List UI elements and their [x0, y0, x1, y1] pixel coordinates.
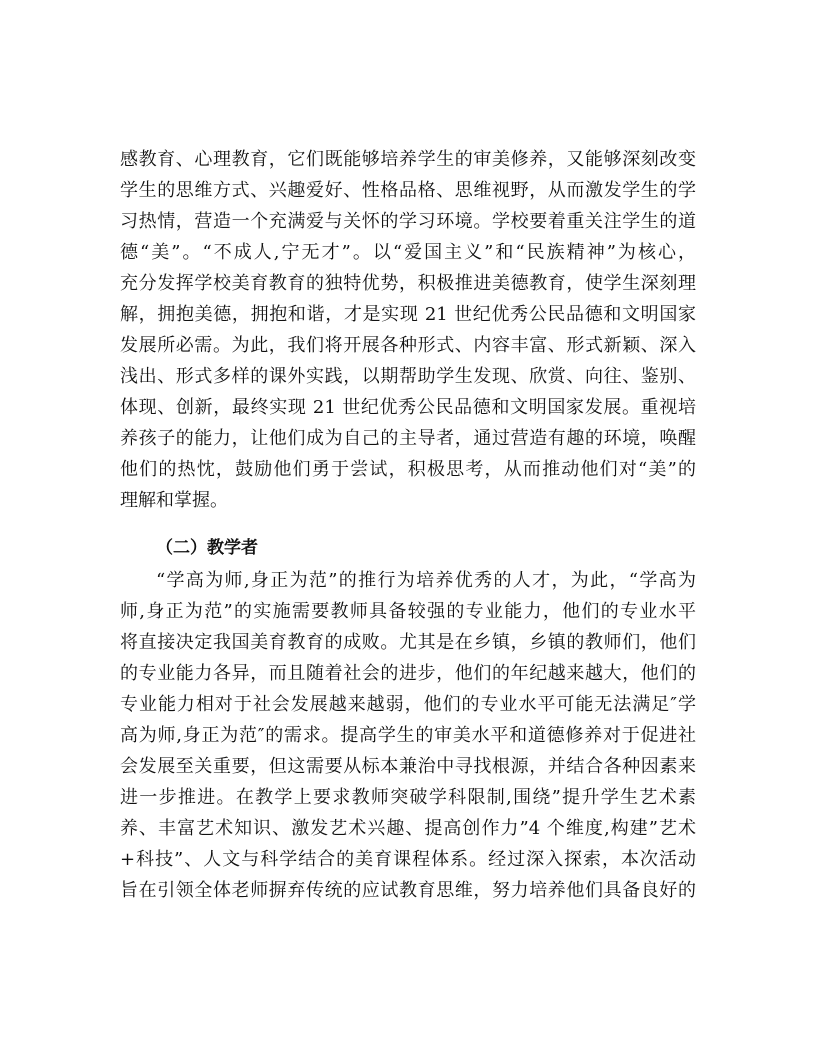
- text-line: 养、丰富艺术知识、激发艺术兴趣、提高创作力”4 个维度,构建”艺术: [120, 818, 696, 839]
- paragraph-teachers: [120, 565, 696, 906]
- text-line: “学高为师,身正为范”的推行为培养优秀的人才，为此，“学高为: [156, 570, 696, 591]
- text-line: 学生的思维方式、兴趣爱好、性格品格、思维视野，从而激发学生的学: [120, 180, 696, 201]
- text-line: 充分发挥学校美育教育的独特优势，积极推进美德教育，使学生深刻理: [120, 273, 696, 294]
- text-line: 他们的热忱，鼓励他们勇于尝试，积极思考，从而推动他们对“美”的: [120, 459, 696, 480]
- paragraph-aesthetic-education: [120, 144, 696, 516]
- text-line: 德“美”。“不成人,宁无才”。以“爱国主义”和“民族精神”为核心，: [120, 242, 696, 263]
- text-line: 浅出、形式多样的课外实践，以期帮助学生发现、欣赏、向往、鉴别、: [120, 366, 696, 387]
- text-line: 养孩子的能力，让他们成为自己的主导者，通过营造有趣的环境，唤醒: [120, 428, 696, 449]
- text-line: 习热情，营造一个充满爱与关怀的学习环境。学校要着重关注学生的道: [120, 211, 696, 232]
- text-line: 专业能力相对于社会发展越来越弱，他们的专业水平可能无法满足″学: [120, 694, 696, 715]
- text-line: 旨在引领全体老师摒弃传统的应试教育思维，努力培养他们具备良好的: [120, 880, 696, 901]
- section-heading: （二）教学者: [156, 538, 258, 558]
- text-line: 发展所必需。为此，我们将开展各种形式、内容丰富、形式新颖、深入: [120, 335, 696, 356]
- text-line: 会发展至关重要，但这需要从标本兼治中寻找根源，并结合各种因素来: [120, 756, 696, 777]
- text-line: 师,身正为范”的实施需要教师具备较强的专业能力，他们的专业水平: [120, 601, 696, 622]
- text-line: 的专业能力各异，而且随着社会的进步，他们的年纪越来越大，他们的: [120, 663, 696, 684]
- text-line: 解，拥抱美德，拥抱和谐，才是实现 21 世纪优秀公民品德和文明国家: [120, 304, 696, 325]
- text-line: 进一步推进。在教学上要求教师突破学科限制,围绕”提升学生艺术素: [120, 787, 696, 808]
- text-line: +科技”、人文与科学结合的美育课程体系。经过深入探索，本次活动: [120, 849, 696, 870]
- text-line: 体现、创新，最终实现 21 世纪优秀公民品德和文明国家发展。重视培: [120, 397, 696, 418]
- text-line: 高为师,身正为范″的需求。提高学生的审美水平和道德修养对于促进社: [120, 725, 696, 746]
- text-line: 将直接决定我国美育教育的成败。尤其是在乡镇，乡镇的教师们，他们: [120, 632, 696, 653]
- text-line: 理解和掌握。: [120, 490, 228, 511]
- text-line: 感教育、心理教育，它们既能够培养学生的审美修养，又能够深刻改变: [120, 149, 696, 170]
